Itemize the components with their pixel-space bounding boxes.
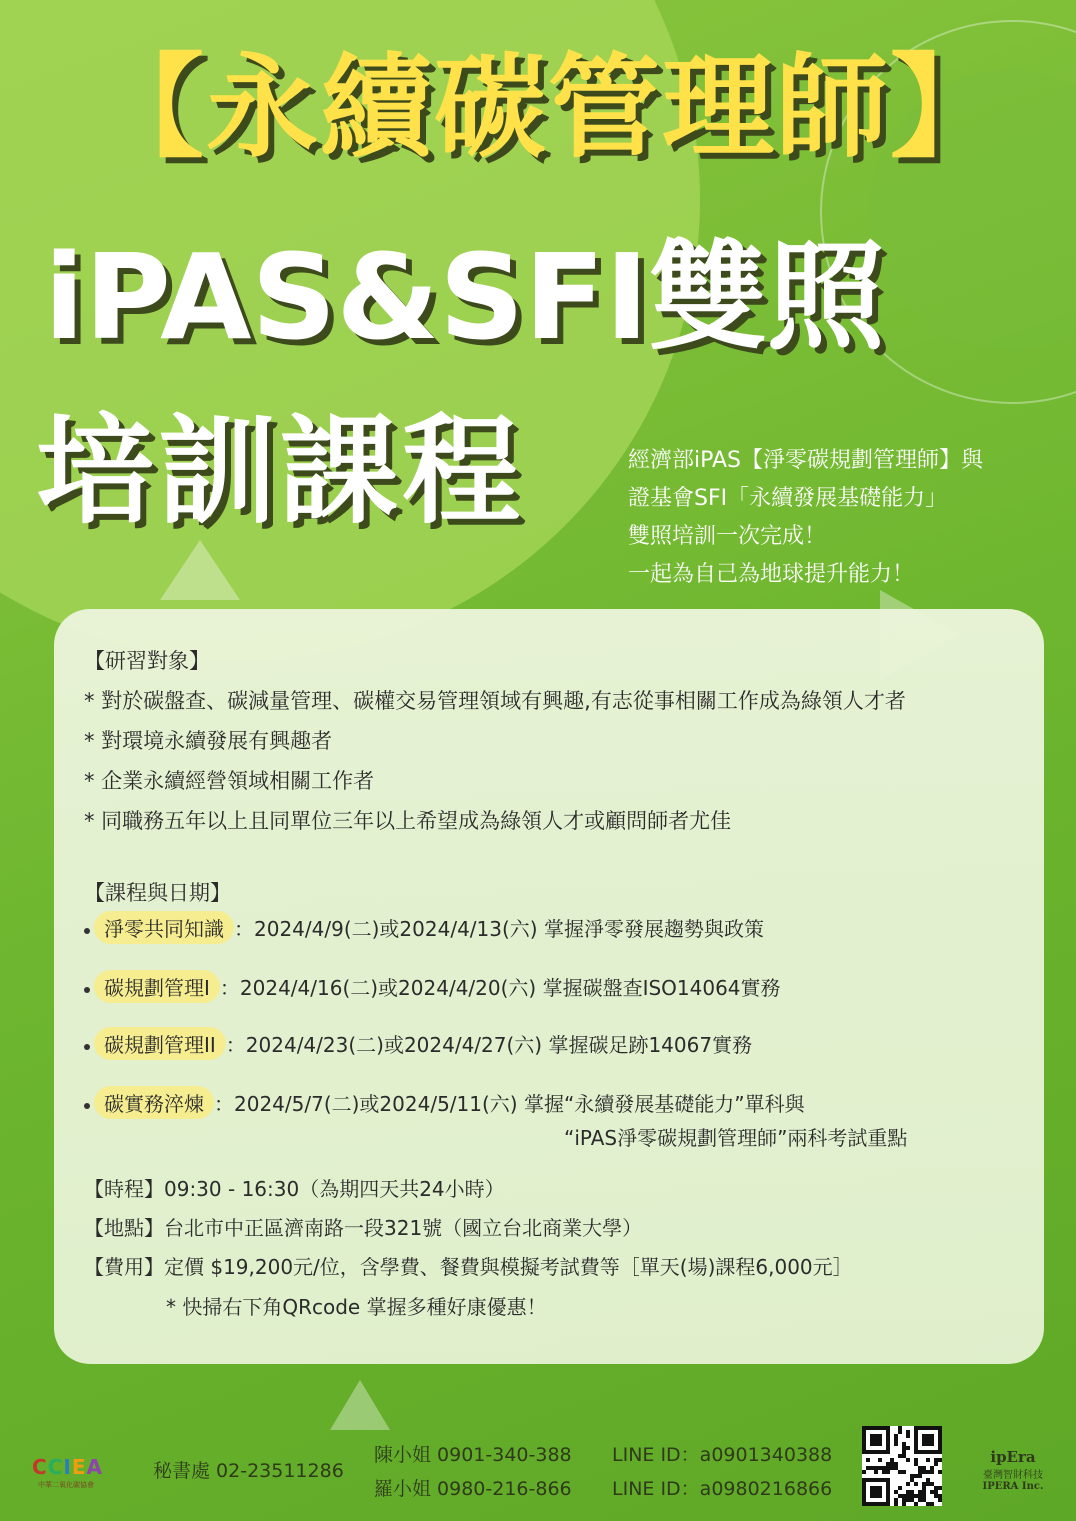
course-detail: ：2024/4/16(二)或2024/4/20(六) 掌握碳盤查ISO14064實務 [219,976,781,1000]
qr-module [874,1470,878,1474]
course-item [84,1086,805,1119]
info-panel [54,609,1044,1364]
audience-heading: 【研習對象】 [84,649,210,673]
qr-module [878,1458,882,1462]
course-detail: ：2024/4/23(二)或2024/4/27(六) 掌握碳足跡14067實務 [225,1033,753,1057]
course-name: 淨零共同知識 [94,911,234,944]
qr-module [914,1482,918,1486]
course-item [84,1027,752,1060]
ipera-chinese: 臺灣智財科技 [983,1470,1043,1481]
qr-module [902,1470,906,1474]
qr-module [894,1442,898,1446]
ipera-logo [972,1448,1054,1492]
contact-chen: 陳小姐 0901-340-388 [374,1444,572,1466]
qr-module [894,1502,898,1506]
course-detail-continuation: “iPAS淨零碳規劃管理師”兩科考試重點 [564,1126,908,1150]
qrcode-note: * 快掃右下角QRcode 掌握多種好康優惠！ [166,1295,547,1319]
qr-module [906,1446,910,1450]
qr-module [930,1470,934,1474]
qr-module [938,1470,942,1474]
schedule-info: 【時程】09:30 - 16:30（為期四天共24小時） [84,1177,505,1201]
line-id-1: LINE ID：a0901340388 [612,1444,833,1466]
fee-info: 【費用】定價 $19,200元/位，含學費、餐費與模擬考試費等［單天(場)課程6,000元］ [84,1255,853,1279]
title-line-3: 培訓課程 [36,402,525,540]
course-name: 碳規劃管理I [94,970,220,1003]
audience-item: * 同職務五年以上且同單位三年以上希望成為綠領人才或顧問師者尤佳 [84,809,732,833]
qr-module [902,1502,906,1506]
qr-finder [870,1434,882,1446]
bullet-dot [84,1103,90,1109]
qr-finder [922,1434,934,1446]
decor-triangle [160,540,240,600]
qr-module [938,1498,942,1502]
audience-item: * 對環境永續發展有興趣者 [84,729,333,753]
ipera-english: IPERA Inc. [982,1481,1044,1492]
cciea-logo: CCIEA [32,1455,103,1479]
line-id-2: LINE ID：a0980216866 [612,1478,833,1500]
bullet-dot [84,928,90,934]
qr-module [898,1486,902,1490]
course-name: 碳規劃管理II [94,1027,226,1060]
bullet-dot [84,1044,90,1050]
course-name: 碳實務淬煉 [94,1086,214,1119]
qr-module [938,1486,942,1490]
course-item [84,970,781,1003]
qr-module [906,1434,910,1438]
qr-module [938,1458,942,1462]
footer [0,1400,1076,1521]
courses-heading: 【課程與日期】 [84,881,231,905]
bullet-dot [84,987,90,993]
cciea-logo-subtitle: 中華二氧化碳協會 [38,1481,94,1489]
course-detail: ：2024/4/9(二)或2024/4/13(六) 掌握淨零發展趨勢與政策 [234,917,764,941]
contact-luo: 羅小姐 0980-216-866 [374,1478,572,1500]
audience-item: * 企業永續經營領域相關工作者 [84,769,375,793]
course-item [84,911,764,944]
qr-module [930,1502,934,1506]
qr-module [906,1458,910,1462]
qr-module [906,1482,910,1486]
qr-finder [870,1486,882,1498]
intro-line: 經濟部iPAS【淨零碳規劃管理師】與 [628,448,983,473]
intro-line: 雙照培訓一次完成！ [628,524,827,549]
intro-line: 證基會SFI「永續發展基礎能力」 [628,486,948,511]
title-line-2: iPAS&SFI雙照 [44,228,885,366]
secretariat-phone: 秘書處 02-23511286 [153,1460,344,1482]
qr-module [862,1470,866,1474]
intro-text [628,442,983,594]
qr-module [934,1462,938,1466]
intro-line: 一起為自己為地球提升能力！ [628,562,915,587]
audience-item: * 對於碳盤查、碳減量管理、碳權交易管理領域有興趣,有志從事相關工作成為綠領人才者 [84,689,906,713]
qrcode-icon[interactable] [862,1426,942,1506]
qr-module [918,1474,922,1478]
qr-module [898,1430,902,1434]
ipera-brand: ipEra [990,1448,1036,1466]
qr-module [886,1470,890,1474]
course-detail: ：2024/5/7(二)或2024/5/11(六) 掌握“永續發展基礎能力”單科與 [214,1092,805,1116]
qr-module [926,1458,930,1462]
qr-module [866,1458,870,1462]
location-info: 【地點】台北市中正區濟南路一段321號（國立台北商業大學） [84,1216,643,1240]
title-line-1: 【永續碳管理師】 [92,43,1004,173]
qr-module [914,1502,918,1506]
